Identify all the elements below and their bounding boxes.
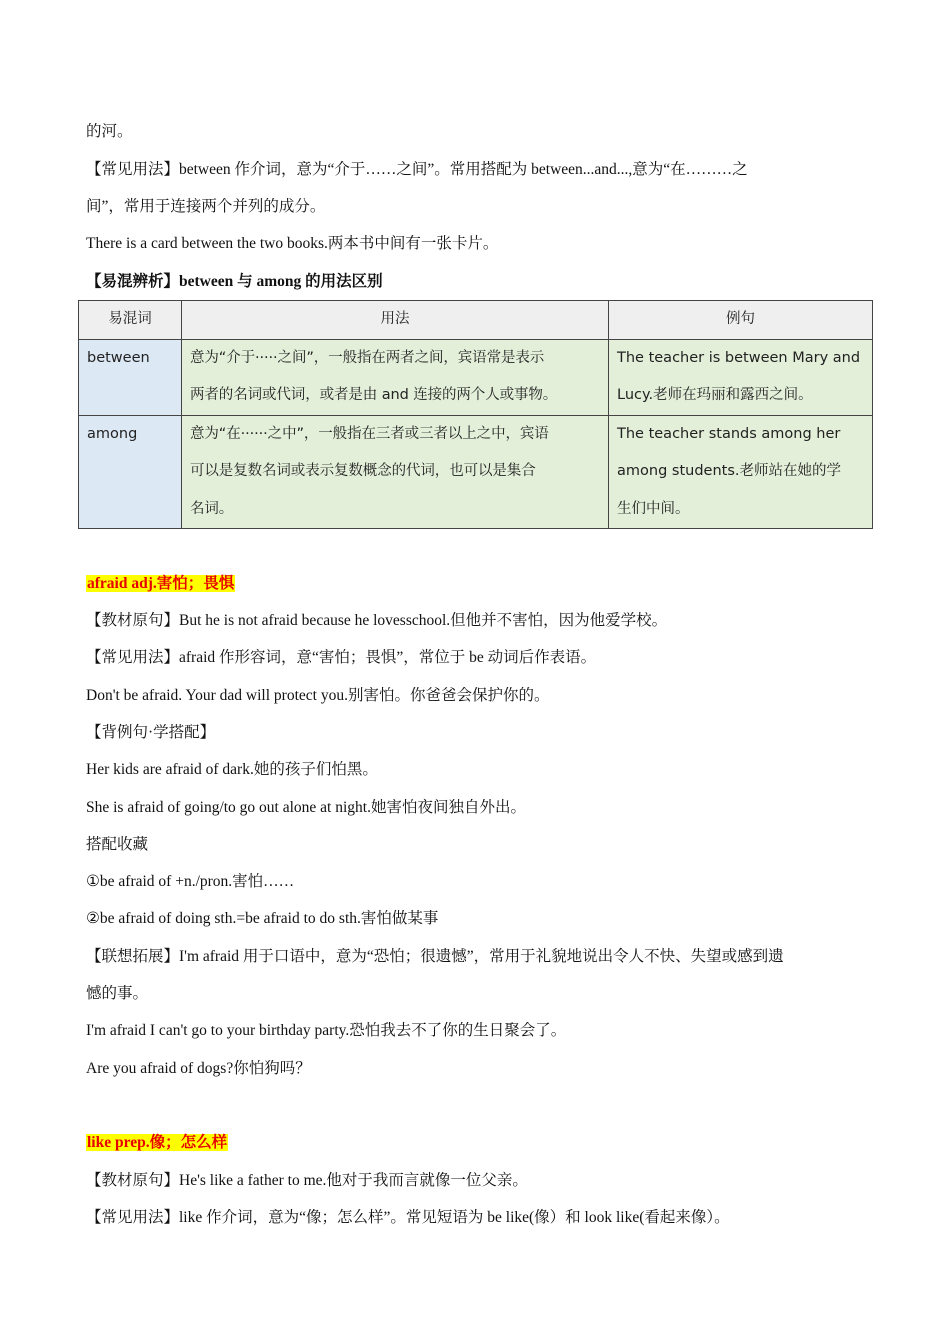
afraid-line-3: Don't be afraid. Your dad will protect you.别害怕。你爸爸会保护你的。 [86, 687, 550, 704]
row-usage [182, 415, 609, 529]
example-line: 生们中间。 [617, 500, 690, 517]
line-2: 【常见用法】between 作介词，意为“介于……之间”。常用搭配为 between...and...,意为“在………之 [86, 161, 748, 178]
usage-line: 意为“在······之中”，一般指在三者或三者以上之中，宾语 [190, 425, 549, 442]
usage-line: 两者的名词或代词，或者是由 and 连接的两个人或事物。 [190, 387, 558, 403]
afraid-line-9: ②be afraid of doing sth.=be afraid to do sth.害怕做某事 [86, 910, 439, 927]
afraid-line-4: 【背例句·学搭配】 [86, 724, 216, 741]
like-heading-line [86, 1133, 228, 1153]
afraid-line-1: 【教材原句】But he is not afraid because he lovesschool.但他并不害怕，因为他爱学校。 [86, 612, 668, 629]
example-line: Lucy.老师在玛丽和露西之间。 [617, 387, 813, 403]
row-usage [182, 339, 609, 415]
row-example [609, 415, 873, 529]
afraid-line-10: 【联想拓展】I'm afraid 用于口语中，意为“恐怕；很遗憾”，常用于礼貌地说出令人不快、失望或感到遗 [86, 948, 784, 965]
table-row [79, 415, 873, 529]
afraid-line-7: 搭配收藏 [86, 836, 149, 853]
afraid-line-5: Her kids are afraid of dark.她的孩子们怕黑。 [86, 761, 378, 778]
like-line-2: 【常见用法】like 作介词，意为“像；怎么样”。常见短语为 be like(像）和 look like(看起来像）。 [86, 1209, 730, 1226]
comparison-title: 【易混辨析】between 与 among 的用法区别 [86, 273, 383, 290]
example-line: The teacher stands among her [617, 425, 841, 442]
like-heading: like prep.像；怎么样 [87, 1134, 228, 1151]
example-line: The teacher is between Mary and [617, 349, 861, 366]
like-line-1: 【教材原句】He's like a father to me.他对于我而言就像一位父亲。 [86, 1172, 528, 1189]
row-word: between [79, 339, 182, 415]
afraid-line-8: ①be afraid of +n./pron.害怕…… [86, 873, 295, 890]
usage-line: 可以是复数名词或表示复数概念的代词，也可以是集合 [190, 463, 536, 479]
line-1: 的河。 [86, 123, 133, 140]
afraid-line-2: 【常见用法】afraid 作形容词，意“害怕；畏惧”，常位于 be 动词后作表语。 [86, 649, 597, 666]
comparison-table [78, 300, 873, 529]
afraid-line-12: I'm afraid I can't go to your birthday party.恐怕我去不了你的生日聚会了。 [86, 1022, 567, 1039]
usage-line: 意为“介于·····之间”，一般指在两者之间，宾语常是表示 [190, 349, 545, 366]
table-header-row [79, 301, 873, 340]
row-word: among [79, 415, 182, 529]
line-4: There is a card between the two books.两本书中间有一张卡片。 [86, 235, 499, 252]
usage-line: 名词。 [190, 500, 234, 517]
afraid-heading-line [86, 574, 235, 594]
row-example [609, 339, 873, 415]
afraid-line-13: Are you afraid of dogs?你怕狗吗？ [86, 1060, 311, 1077]
table-row [79, 339, 873, 415]
example-line: among students.老师站在她的学 [617, 463, 841, 479]
afraid-line-11: 憾的事。 [86, 985, 149, 1002]
header-word: 易混词 [79, 301, 182, 340]
afraid-line-6: She is afraid of going/to go out alone at night.她害怕夜间独自外出。 [86, 799, 526, 816]
header-example: 例句 [609, 301, 873, 340]
line-3: 间”，常用于连接两个并列的成分。 [86, 198, 326, 215]
afraid-heading: afraid adj.害怕；畏惧 [87, 575, 235, 592]
header-usage: 用法 [182, 301, 609, 340]
